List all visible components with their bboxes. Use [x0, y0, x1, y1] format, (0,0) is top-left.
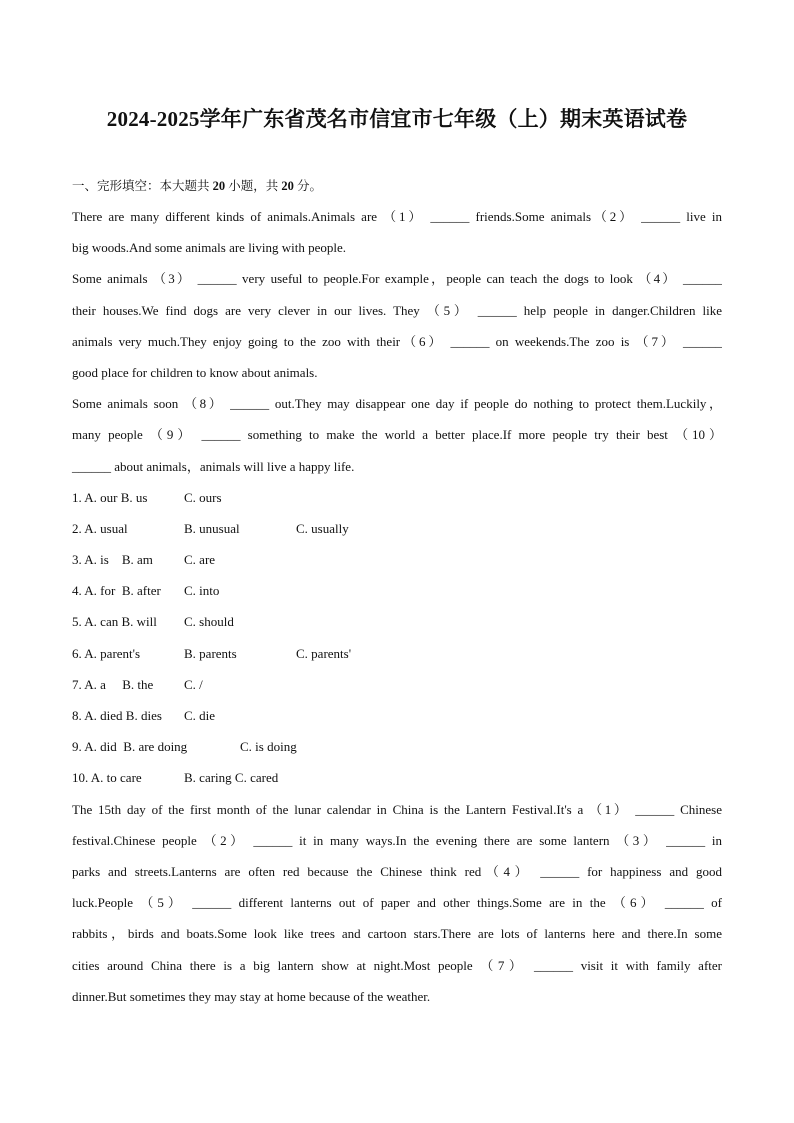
passage1-line: Some animals soon （8） ______ out.They may disappear one day if people do nothing to protect them.Luckily，: [72, 396, 722, 412]
option-b: C. into: [184, 583, 220, 599]
option-a: 1. A. our B. us: [72, 489, 148, 505]
passage1-line: animals very much.They enjoy going to the zoo with their（6） ______ on weekends.The zoo is （7） ______: [72, 333, 722, 349]
option-a: 10. A. to care: [72, 770, 142, 786]
passage1-line: big woods.And some animals are living with people.: [72, 240, 347, 256]
option-row: [72, 731, 722, 762]
option-a: 6. A. parent's: [72, 645, 141, 661]
passage1-line: many people （9） ______ something to make the world a better place.If more people try their best （10）: [72, 427, 722, 443]
option-b: C. are: [184, 552, 216, 568]
passage2-line: cities around China there is a big lantern show at night.Most people （7） ______ visit it with family after: [72, 957, 722, 973]
passage2-line: parks and streets.Lanterns are often red because the Chinese think red（4） ______ for happiness and good: [72, 863, 722, 879]
passage2-line: rabbits，birds and boats.Some look like trees and cartoon stars.There are lots of lanterns here and there.In some: [72, 926, 722, 942]
option-c: C. parents': [296, 645, 352, 661]
passage1-line: their houses.We find dogs are very clever in our lives. They （5） ______ help people in danger.Children like: [72, 302, 722, 318]
passage1-line: good place for children to know about animals.: [72, 364, 318, 380]
exam-body: [72, 201, 722, 1012]
option-row: [72, 513, 722, 544]
passage1-line: There are many different kinds of animals.Animals are （1） ______ friends.Some animals（2） ______ live in: [72, 209, 722, 224]
option-a: 7. A. a B. the: [72, 676, 154, 692]
option-b: C. ours: [184, 489, 222, 505]
option-row: [72, 638, 722, 669]
option-row: [72, 700, 722, 731]
section-heading: [72, 176, 322, 194]
question-count: 20: [212, 179, 226, 193]
passage2-line: dinner.But sometimes they may stay at home because of the weather.: [72, 988, 431, 1004]
option-row: [72, 575, 722, 606]
option-a: 3. A. is B. am: [72, 552, 153, 568]
passage1-line: Some animals （3） ______ very useful to people.For example，people can teach the dogs to look （4） ______: [72, 271, 722, 287]
option-row: [72, 482, 722, 513]
option-row: [72, 669, 722, 700]
option-b: C. /: [184, 676, 203, 692]
option-a: 2. A. usual: [72, 520, 128, 536]
option-c: C. is doing: [240, 739, 297, 755]
section-middle: 小题，共: [225, 179, 282, 193]
page-title: 2024-2025学年广东省茂名市信宜市七年级（上）期末英语试卷: [106, 107, 688, 131]
option-row: [72, 762, 722, 793]
option-b: B. parents: [184, 645, 237, 661]
option-b: C. die: [184, 708, 216, 723]
total-score: 20: [281, 179, 294, 193]
option-row: [72, 544, 722, 575]
option-a: 9. A. did B. are doing: [72, 739, 188, 755]
option-row: [72, 606, 722, 637]
section-prefix: 一、完形填空：本大题共: [72, 179, 213, 193]
passage2-line: The 15th day of the first month of the lunar calendar in China is the Lantern Festival.It's a （1） ______ Chinese: [72, 801, 722, 817]
option-c: C. usually: [296, 520, 349, 536]
option-a: 5. A. can B. will: [72, 614, 157, 630]
option-b: B. unusual: [184, 520, 240, 536]
option-b: B. caring C. cared: [184, 770, 279, 786]
passage2-line: luck.People （5） ______ different lanterns out of paper and other things.Some are in the （6） ______ of: [72, 895, 722, 911]
option-a: 8. A. died B. dies: [72, 708, 162, 723]
passage2-line: festival.Chinese people （2） ______ it in many ways.In the evening there are some lantern （3） ______ in: [72, 832, 722, 848]
option-b: C. should: [184, 614, 234, 630]
section-suffix: 分。: [293, 179, 323, 193]
passage1-line: ______ about animals，animals will live a happy life.: [72, 458, 355, 474]
option-a: 4. A. for B. after: [72, 583, 161, 599]
